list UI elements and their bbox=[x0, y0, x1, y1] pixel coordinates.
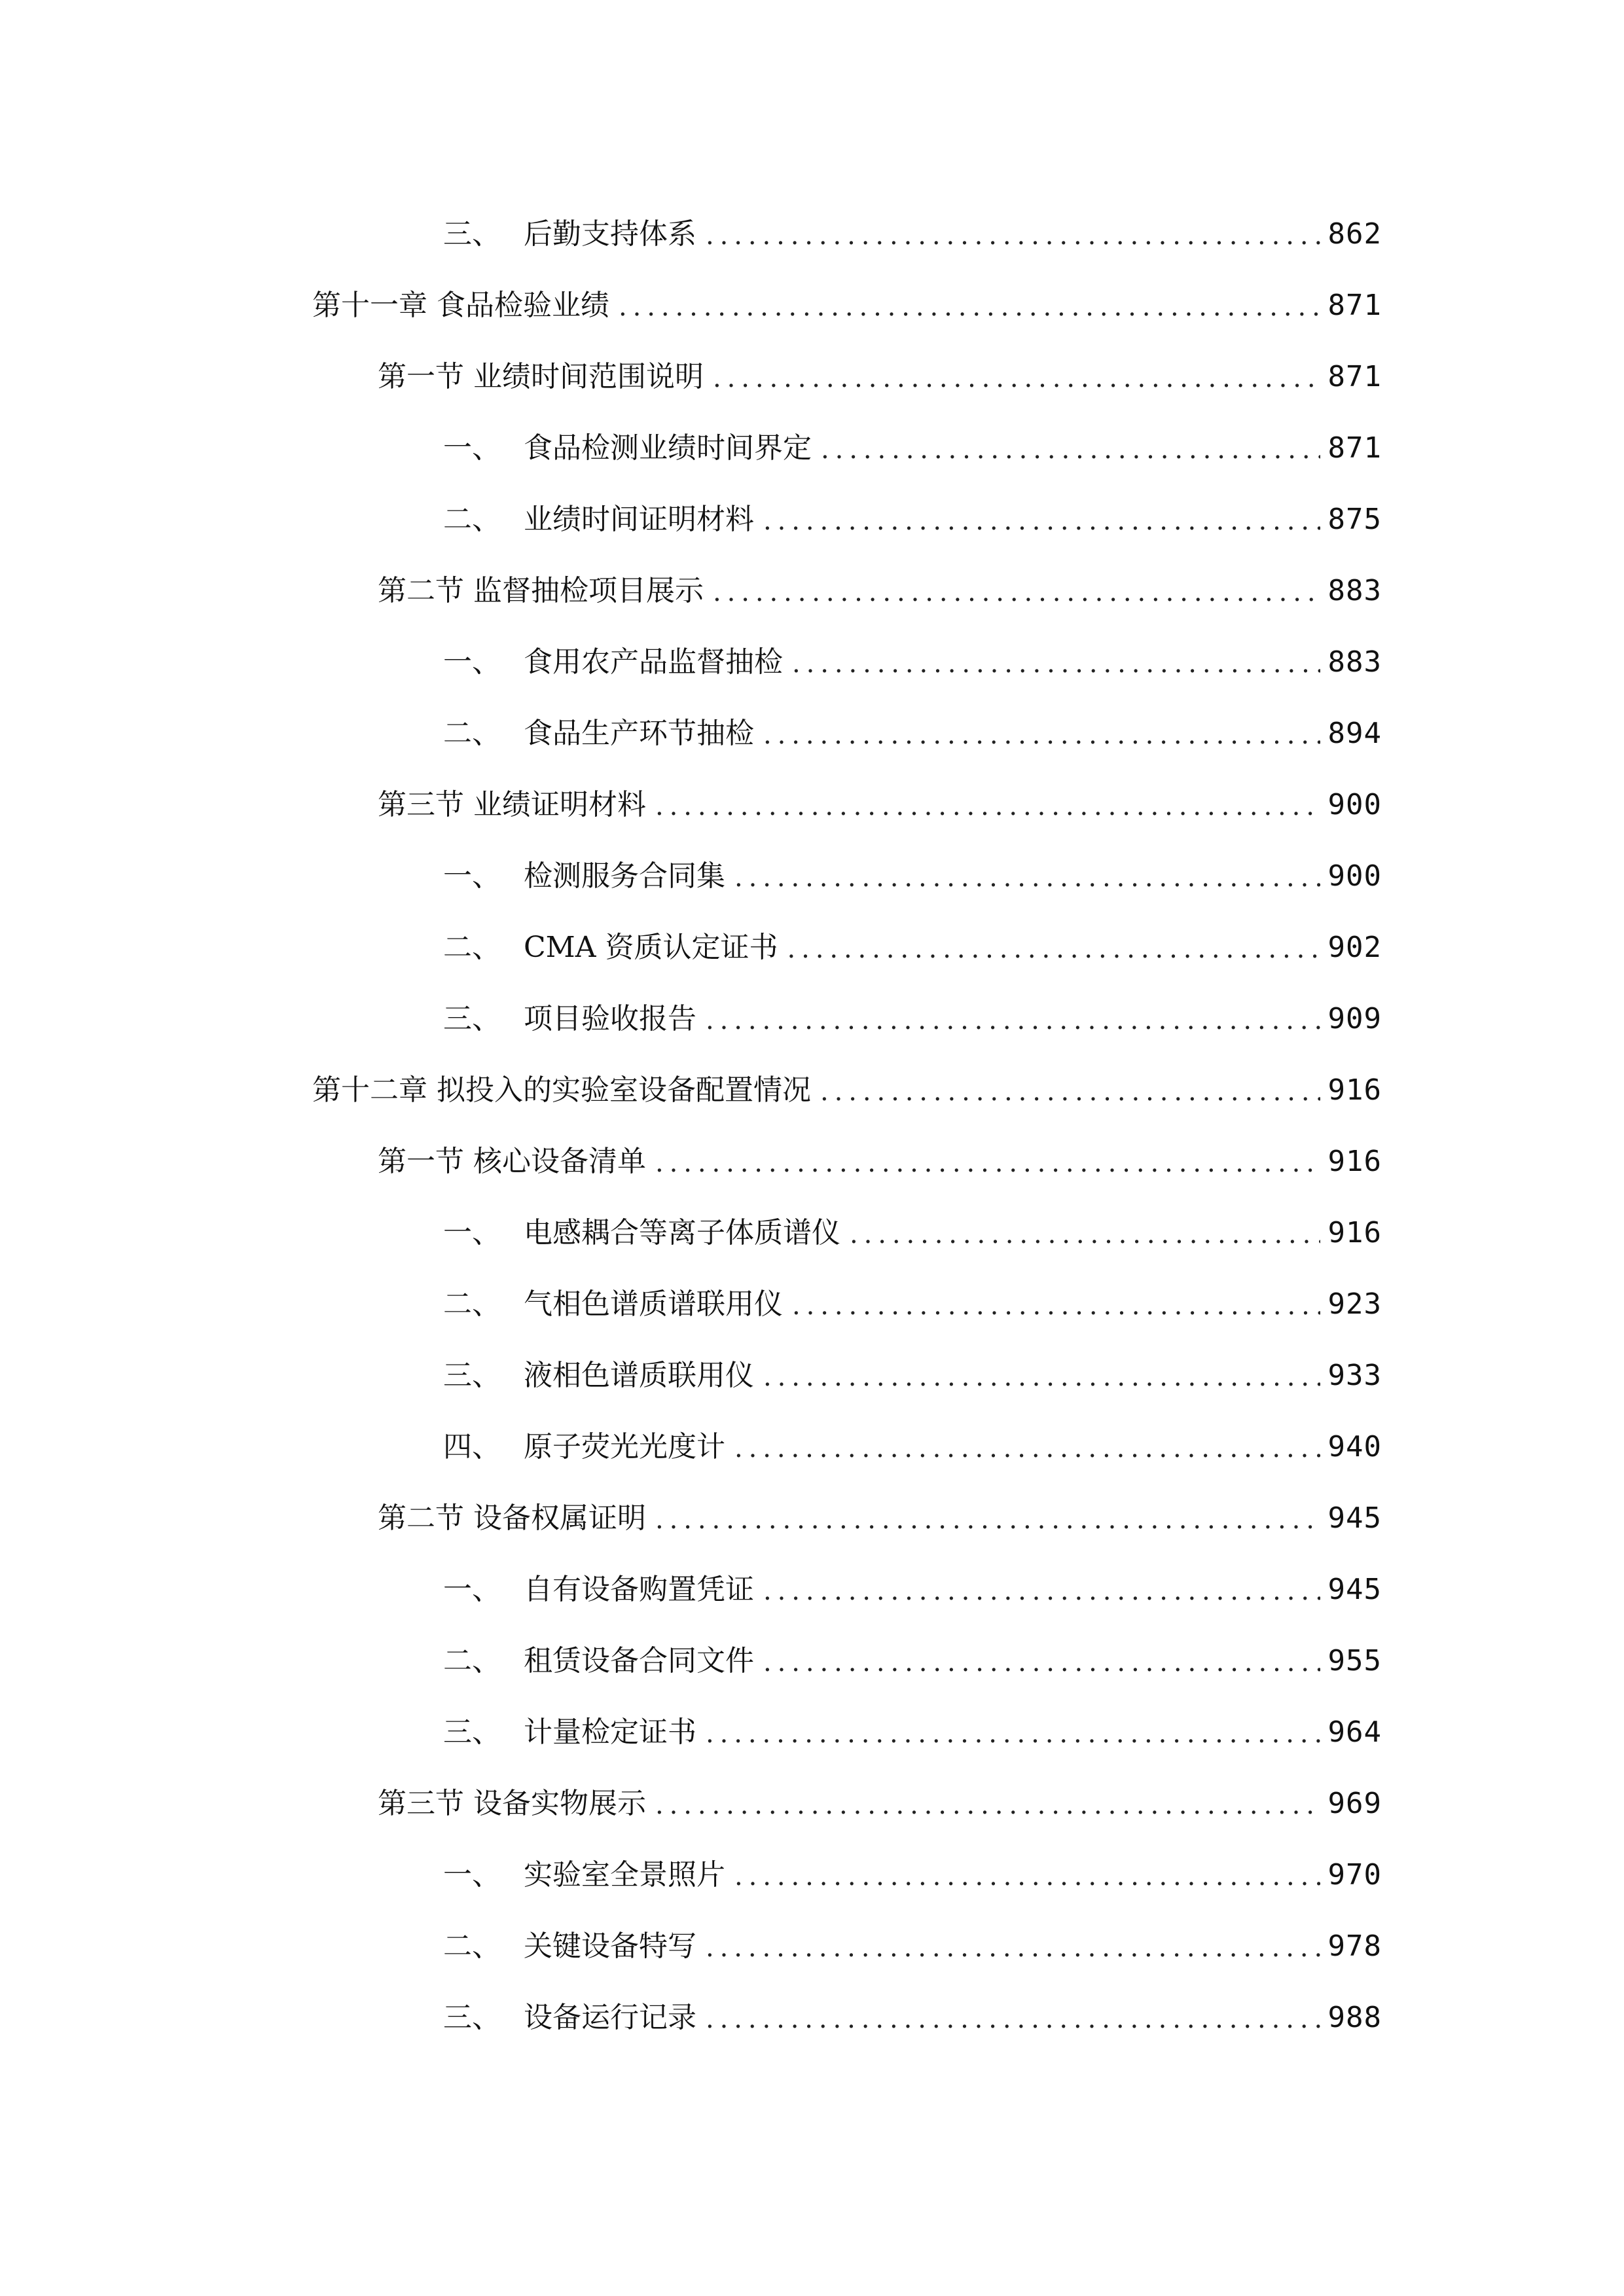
toc-page-number: 978 bbox=[1327, 1929, 1382, 1963]
toc-entry[interactable] bbox=[312, 1052, 1382, 1105]
toc-page-number: 916 bbox=[1327, 1073, 1382, 1107]
toc-dot-leader bbox=[706, 223, 1320, 249]
toc-section-title: 第三节 设备实物展示 bbox=[378, 1787, 646, 1820]
toc-page-number: 883 bbox=[1327, 574, 1382, 607]
toc-page-number: 883 bbox=[1327, 645, 1382, 679]
toc-dot-leader bbox=[706, 1935, 1320, 1961]
toc-entry[interactable] bbox=[312, 268, 1382, 320]
toc-entry-title: 设备运行记录 bbox=[524, 2001, 696, 2034]
toc-dot-leader bbox=[713, 365, 1320, 391]
toc-entry-title: CMA 资质认定证书 bbox=[524, 931, 778, 964]
toc-entry-number: 二、 bbox=[443, 931, 501, 964]
toc-entry[interactable] bbox=[443, 1623, 1382, 1676]
toc-dot-leader bbox=[619, 294, 1320, 320]
toc-entry-title: 自有设备购置凭证 bbox=[524, 1573, 754, 1606]
toc-page-number: 969 bbox=[1327, 1787, 1382, 1820]
toc-page-number: 955 bbox=[1327, 1644, 1382, 1677]
toc-page-number: 900 bbox=[1327, 859, 1382, 893]
toc-dot-leader bbox=[850, 1221, 1320, 1247]
toc-page-number: 900 bbox=[1327, 788, 1382, 821]
toc-dot-leader bbox=[821, 437, 1320, 463]
toc-entry[interactable] bbox=[443, 838, 1382, 891]
toc-page-number: 945 bbox=[1327, 1501, 1382, 1535]
toc-entry-number: 三、 bbox=[443, 1359, 501, 1392]
toc-dot-leader bbox=[734, 865, 1320, 891]
toc-dot-leader bbox=[763, 722, 1320, 748]
toc-page-number: 970 bbox=[1327, 1858, 1382, 1892]
toc-dot-leader bbox=[763, 1578, 1320, 1604]
toc-section-title: 第二节 设备权属证明 bbox=[378, 1501, 646, 1535]
toc-entry-title: 液相色谱质联用仪 bbox=[524, 1359, 754, 1392]
toc-entry[interactable] bbox=[443, 1195, 1382, 1247]
toc-chapter-title: 第十一章 食品检验业绩 bbox=[312, 289, 609, 322]
toc-entry[interactable] bbox=[378, 1480, 1382, 1533]
toc-entry[interactable] bbox=[378, 553, 1382, 605]
toc-page-number: 871 bbox=[1327, 289, 1382, 322]
toc-entry-number: 一、 bbox=[443, 645, 501, 679]
toc-dot-leader bbox=[763, 508, 1320, 534]
toc-page-number: 933 bbox=[1327, 1359, 1382, 1392]
toc-section-title: 第一节 核心设备清单 bbox=[378, 1145, 646, 1178]
toc-page-number: 875 bbox=[1327, 503, 1382, 536]
toc-entry-title: 电感耦合等离子体质谱仪 bbox=[524, 1216, 840, 1249]
toc-entry[interactable] bbox=[378, 767, 1382, 819]
toc-page-number: 916 bbox=[1327, 1216, 1382, 1249]
toc-dot-leader bbox=[734, 1863, 1320, 1890]
toc-entry-title: 食品生产环节抽检 bbox=[524, 717, 754, 750]
toc-entry-title: 原子荧光光度计 bbox=[524, 1430, 725, 1463]
toc-entry-number: 二、 bbox=[443, 503, 501, 536]
toc-dot-leader bbox=[713, 579, 1320, 605]
toc-entry-number: 一、 bbox=[443, 859, 501, 893]
toc-entry-number: 二、 bbox=[443, 1287, 501, 1321]
toc-dot-leader bbox=[706, 1721, 1320, 1747]
toc-entry[interactable] bbox=[443, 1409, 1382, 1462]
toc-entry[interactable] bbox=[378, 339, 1382, 391]
toc-entry-title: 食用农产品监督抽检 bbox=[524, 645, 783, 679]
toc-entry-number: 一、 bbox=[443, 1858, 501, 1892]
toc-dot-leader bbox=[763, 1649, 1320, 1676]
toc-chapter-title: 第十二章 拟投入的实验室设备配置情况 bbox=[312, 1073, 811, 1107]
toc-entry-number: 一、 bbox=[443, 431, 501, 465]
toc-dot-leader bbox=[655, 793, 1320, 819]
toc-entry-number: 三、 bbox=[443, 217, 501, 251]
toc-entry[interactable] bbox=[443, 910, 1382, 962]
toc-entry-title: 气相色谱质谱联用仪 bbox=[524, 1287, 783, 1321]
toc-entry-title: 业绩时间证明材料 bbox=[524, 503, 754, 536]
toc-entry-number: 三、 bbox=[443, 2001, 501, 2034]
toc-entry-title: 检测服务合同集 bbox=[524, 859, 725, 893]
toc-page-number: 894 bbox=[1327, 717, 1382, 750]
toc-dot-leader bbox=[792, 1293, 1320, 1319]
toc-dot-leader bbox=[820, 1079, 1320, 1105]
toc-entry[interactable] bbox=[443, 1980, 1382, 2032]
toc-page-number: 916 bbox=[1327, 1145, 1382, 1178]
toc-entry[interactable] bbox=[443, 1909, 1382, 1961]
toc-entry-number: 一、 bbox=[443, 1573, 501, 1606]
toc-entry[interactable] bbox=[443, 1695, 1382, 1747]
toc-page-number: 862 bbox=[1327, 217, 1382, 251]
toc-entry-title: 食品检测业绩时间界定 bbox=[524, 431, 812, 465]
toc-entry-title: 租赁设备合同文件 bbox=[524, 1644, 754, 1677]
toc-entry-title: 实验室全景照片 bbox=[524, 1858, 725, 1892]
toc-entry-title: 计量检定证书 bbox=[524, 1715, 696, 1749]
toc-page-number: 871 bbox=[1327, 360, 1382, 393]
toc-page-number: 940 bbox=[1327, 1430, 1382, 1463]
toc-entry[interactable] bbox=[443, 981, 1382, 1033]
toc-entry-title: 项目验收报告 bbox=[524, 1002, 696, 1035]
toc-dot-leader bbox=[763, 1364, 1320, 1390]
toc-entry-title: 后勤支持体系 bbox=[524, 217, 696, 251]
toc-dot-leader bbox=[655, 1507, 1320, 1533]
toc-entry[interactable] bbox=[443, 1266, 1382, 1319]
toc-section-title: 第二节 监督抽检项目展示 bbox=[378, 574, 704, 607]
toc-entry-number: 二、 bbox=[443, 1644, 501, 1677]
toc-page-number: 909 bbox=[1327, 1002, 1382, 1035]
toc-entry[interactable] bbox=[443, 482, 1382, 534]
toc-entry[interactable] bbox=[443, 696, 1382, 748]
toc-dot-leader bbox=[655, 1150, 1320, 1176]
toc-dot-leader bbox=[655, 1792, 1320, 1818]
toc-entry[interactable] bbox=[443, 196, 1382, 249]
toc-entry[interactable] bbox=[378, 1124, 1382, 1176]
toc-entry-number: 二、 bbox=[443, 717, 501, 750]
toc-entry-title: 关键设备特写 bbox=[524, 1929, 696, 1963]
toc-page-number: 964 bbox=[1327, 1715, 1382, 1749]
toc-entry[interactable] bbox=[443, 624, 1382, 677]
toc-page-number: 902 bbox=[1327, 931, 1382, 964]
toc-dot-leader bbox=[792, 651, 1320, 677]
toc-dot-leader bbox=[706, 1007, 1320, 1033]
toc-entry-number: 二、 bbox=[443, 1929, 501, 1963]
toc-page-number: 871 bbox=[1327, 431, 1382, 465]
toc-dot-leader bbox=[706, 2006, 1320, 2032]
toc-entry[interactable] bbox=[443, 1338, 1382, 1390]
toc-entry[interactable] bbox=[378, 1766, 1382, 1818]
toc-entry-number: 四、 bbox=[443, 1430, 501, 1463]
toc-section-title: 第一节 业绩时间范围说明 bbox=[378, 360, 704, 393]
toc-entry[interactable] bbox=[443, 1552, 1382, 1604]
toc-entry-number: 三、 bbox=[443, 1715, 501, 1749]
toc-page-number: 988 bbox=[1327, 2001, 1382, 2034]
toc-section-title: 第三节 业绩证明材料 bbox=[378, 788, 646, 821]
toc-entry[interactable] bbox=[443, 410, 1382, 463]
toc-entry-number: 三、 bbox=[443, 1002, 501, 1035]
toc-page-number: 945 bbox=[1327, 1573, 1382, 1606]
toc-entry[interactable] bbox=[443, 1837, 1382, 1890]
toc-entry-number: 一、 bbox=[443, 1216, 501, 1249]
toc-dot-leader bbox=[787, 936, 1320, 962]
toc-dot-leader bbox=[734, 1435, 1320, 1462]
toc-page-number: 923 bbox=[1327, 1287, 1382, 1321]
